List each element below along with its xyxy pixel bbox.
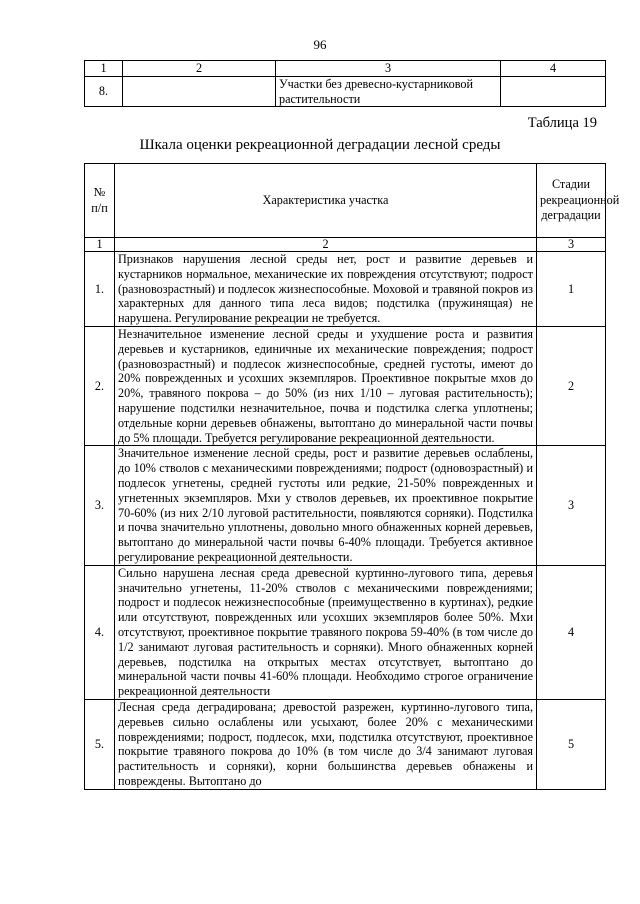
header-row — [85, 164, 606, 238]
table-label: Таблица 19 — [527, 115, 597, 131]
header-num: № п/п — [85, 164, 115, 238]
column-number-row — [85, 238, 606, 252]
row-stage: 1 — [537, 252, 606, 327]
row-cell — [123, 76, 276, 107]
header-stage: Стадии рекреационной деградации — [537, 164, 606, 238]
col-number-2: 2 — [123, 61, 276, 77]
table-row — [85, 252, 606, 327]
table-row — [85, 565, 606, 699]
table-row — [85, 326, 606, 445]
row-stage: 4 — [537, 565, 606, 699]
row-number: 8. — [85, 76, 123, 107]
col-number-2: 2 — [115, 238, 537, 252]
degradation-scale-table — [84, 163, 620, 790]
table-title: Шкала оценки рекреационной деградации лесной среды — [139, 137, 501, 153]
row-cell — [501, 76, 606, 107]
row-characteristic: Лесная среда деградирована; древостой разрежен, куртинно-лугового типа, деревьев сильно ослаблены или усыхают, более 20% с механическими повреждениями; подрост, подлесок, мхи, подстилка отсутствуют, проективное покрытие травяного покрова до 10% (в том числе до 3/4 занимают луговая растительность и сорняки), корни большинства деревьев обнажены и повреждены. Вытоптано до — [115, 699, 537, 789]
row-characteristic: Незначительное изменение лесной среды и ухудшение роста и развития деревьев и кустарников, единичные их механические повреждения; подрост (разновозрастный) и подлесок жизнеспособные, средней густоты, имеют до 20% поврежденных и усохших экземпляров. Проективное покрытые мхов до 20%, травяного покрова – до 50% (из них 1/10 – луговая растительность); нарушение подстилки незначительное, почва и подстилка слегка уплотнены; отдельные корни деревьев обнажены, вытоптано до минеральной части почвы до 5% площади. Требуется регулирование рекреационной деятельности. — [115, 326, 537, 445]
table-row — [85, 446, 606, 565]
row-number: 1. — [85, 252, 115, 327]
col-number-4: 4 — [501, 61, 606, 77]
page-number: 96 — [313, 37, 327, 52]
col-number-3: 3 — [276, 61, 501, 77]
row-characteristic: Значительное изменение лесной среды, рост и развитие деревьев ослаблены, до 10% стволов с механическими повреждениями; подрост (одновозрастный) и подлесок угнетены, средней густоты или редкие, 21-50% поврежденных и угнетенных экземпляров. Мхи у стволов деревьев, их проективное покрытие 70-60% (из них 2/10 луговой растительности, появляются сорняки). Подстилка и почва значительно уплотнены, довольно много обнаженных корней деревьев, вытоптано до минеральной части почвы 6-40% площади. Требуется активное регулирование рекреационной деятельности. — [115, 446, 537, 565]
row-stage: 3 — [537, 446, 606, 565]
row-stage: 5 — [537, 699, 606, 789]
table-row — [85, 699, 606, 789]
row-cell: Участки без древесно-кустарниковой растительности — [276, 76, 501, 107]
col-number-1: 1 — [85, 61, 123, 77]
column-number-row — [85, 61, 606, 77]
row-number: 2. — [85, 326, 115, 445]
previous-table-fragment — [84, 60, 606, 107]
col-number-1: 1 — [85, 238, 115, 252]
header-characteristic: Характеристика участка — [115, 164, 537, 238]
table-row — [85, 76, 606, 107]
col-number-3: 3 — [537, 238, 606, 252]
row-characteristic: Сильно нарушена лесная среда древесной куртинно-лугового типа, деревья значительно угнетены, 11-20% стволов с механическими повреждениями; подрост и подлесок нежизнеспособные (преимущественно в куртинах), редкие или отсутствуют, поврежденных или усохших экземпляров более 50%. Мхи отсутствуют, проективное покрытие травяного покрова 59-40% (в том числе до 1/2 занимают луговая растительность и сорняки). Много обнаженных корней деревьев, подстилка на открытых местах отсутствует, вытоптано до минеральной части почвы 41-60% площади. Необходимо строгое ограничение рекреационной деятельности — [115, 565, 537, 699]
row-stage: 2 — [537, 326, 606, 445]
row-characteristic: Признаков нарушения лесной среды нет, рост и развитие деревьев и кустарников нормальное, механические их повреждения отсутствуют; подрост (разновозрастный) и подлесок жизнеспособные. Моховой и травяной покров из характерных для данного типа леса видов; подстилка (пружинящая) не нарушена. Регулирование рекреации не требуется. — [115, 252, 537, 327]
row-number: 5. — [85, 699, 115, 789]
row-number: 4. — [85, 565, 115, 699]
row-number: 3. — [85, 446, 115, 565]
